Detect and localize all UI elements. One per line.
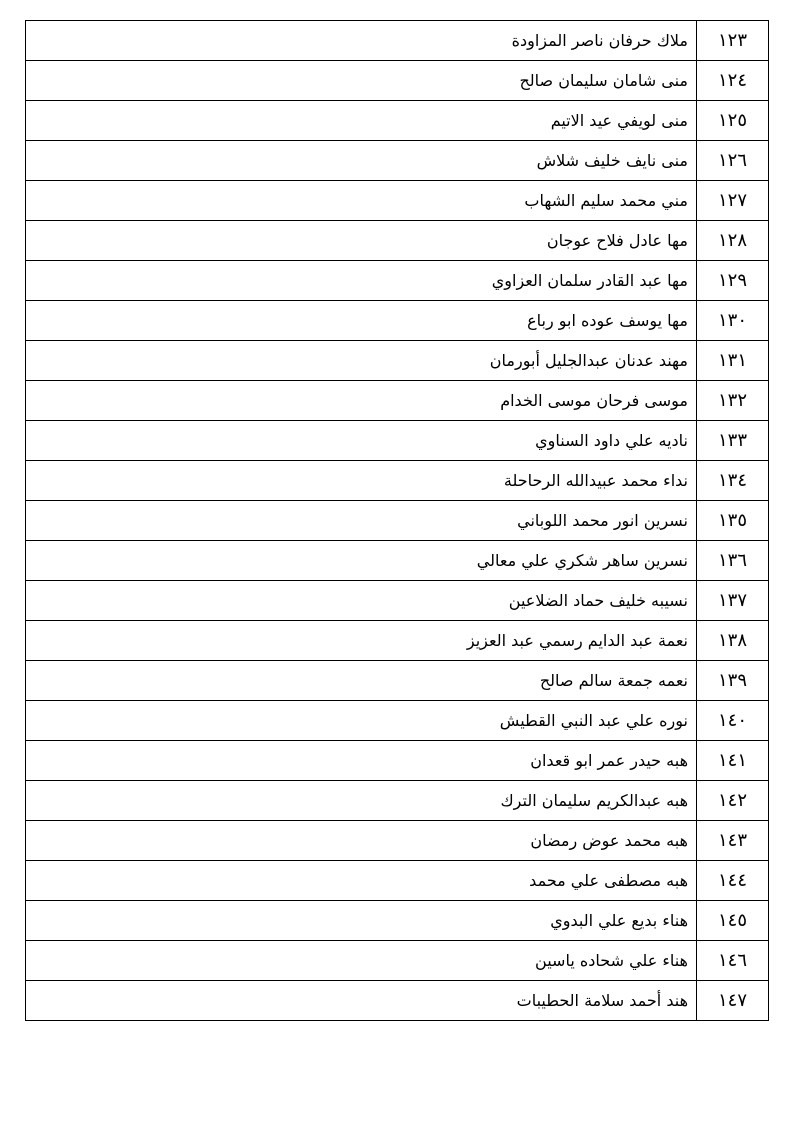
row-number: ١٤٣	[697, 821, 769, 861]
row-name: هبه محمد عوض رمضان	[26, 821, 697, 861]
row-number: ١٣٢	[697, 381, 769, 421]
row-name: موسى فرحان موسى الخدام	[26, 381, 697, 421]
table-row	[26, 541, 769, 581]
row-name: ملاك حرفان ناصر المزاودة	[26, 21, 697, 61]
row-number: ١٣٥	[697, 501, 769, 541]
row-number: ١٢٦	[697, 141, 769, 181]
row-number: ١٤١	[697, 741, 769, 781]
names-table-body	[26, 21, 769, 1021]
table-row	[26, 901, 769, 941]
table-row	[26, 981, 769, 1021]
table-row	[26, 941, 769, 981]
row-name: نداء محمد عبيدالله الرحاحلة	[26, 461, 697, 501]
table-row	[26, 261, 769, 301]
table-row	[26, 781, 769, 821]
row-name: هبه مصطفى علي محمد	[26, 861, 697, 901]
table-row	[26, 621, 769, 661]
row-number: ١٢٥	[697, 101, 769, 141]
row-name: مها يوسف عوده ابو رباع	[26, 301, 697, 341]
row-name: هبه عبدالكريم سليمان الترك	[26, 781, 697, 821]
row-name: مها عادل فلاح عوجان	[26, 221, 697, 261]
table-row	[26, 741, 769, 781]
row-number: ١٣٤	[697, 461, 769, 501]
row-name: ناديه علي داود السناوي	[26, 421, 697, 461]
row-number: ١٢٨	[697, 221, 769, 261]
row-name: هناء بديع علي البدوي	[26, 901, 697, 941]
table-row	[26, 501, 769, 541]
row-number: ١٣٦	[697, 541, 769, 581]
table-row	[26, 821, 769, 861]
row-number: ١٣٧	[697, 581, 769, 621]
row-name: نسيبه خليف حماد الضلاعين	[26, 581, 697, 621]
names-table	[25, 20, 769, 1021]
row-name: هند أحمد سلامة الحطيبات	[26, 981, 697, 1021]
row-number: ١٤٤	[697, 861, 769, 901]
row-number: ١٢٩	[697, 261, 769, 301]
table-row	[26, 581, 769, 621]
row-name: هناء علي شحاده ياسين	[26, 941, 697, 981]
table-row	[26, 701, 769, 741]
row-number: ١٤٦	[697, 941, 769, 981]
row-name: هبه حيدر عمر ابو قعدان	[26, 741, 697, 781]
row-number: ١٤٢	[697, 781, 769, 821]
row-number: ١٤٧	[697, 981, 769, 1021]
table-row	[26, 421, 769, 461]
table-row	[26, 21, 769, 61]
table-row	[26, 301, 769, 341]
row-name: نعمه جمعة سالم صالح	[26, 661, 697, 701]
row-name: نعمة عبد الدايم رسمي عبد العزيز	[26, 621, 697, 661]
row-number: ١٢٤	[697, 61, 769, 101]
table-row	[26, 381, 769, 421]
table-row	[26, 141, 769, 181]
row-name: منى لويفي عيد الاتيم	[26, 101, 697, 141]
table-row	[26, 341, 769, 381]
row-name: منى نايف خليف شلاش	[26, 141, 697, 181]
row-number: ١٢٧	[697, 181, 769, 221]
table-row	[26, 221, 769, 261]
table-row	[26, 181, 769, 221]
table-row	[26, 861, 769, 901]
row-name: نسرين انور محمد اللوباني	[26, 501, 697, 541]
row-number: ١٤٥	[697, 901, 769, 941]
table-row	[26, 461, 769, 501]
table-row	[26, 61, 769, 101]
table-row	[26, 101, 769, 141]
row-number: ١٣٩	[697, 661, 769, 701]
table-row	[26, 661, 769, 701]
row-number: ١٣٣	[697, 421, 769, 461]
row-number: ١٣١	[697, 341, 769, 381]
row-number: ١٣٨	[697, 621, 769, 661]
row-name: مني محمد سليم الشهاب	[26, 181, 697, 221]
row-name: نسرين ساهر شكري علي معالي	[26, 541, 697, 581]
row-name: منى شامان سليمان صالح	[26, 61, 697, 101]
row-number: ١٤٠	[697, 701, 769, 741]
row-name: مهند عدنان عبدالجليل أبورمان	[26, 341, 697, 381]
row-name: نوره علي عبد النبي القطيش	[26, 701, 697, 741]
row-number: ١٢٣	[697, 21, 769, 61]
row-name: مها عبد القادر سلمان العزاوي	[26, 261, 697, 301]
row-number: ١٣٠	[697, 301, 769, 341]
